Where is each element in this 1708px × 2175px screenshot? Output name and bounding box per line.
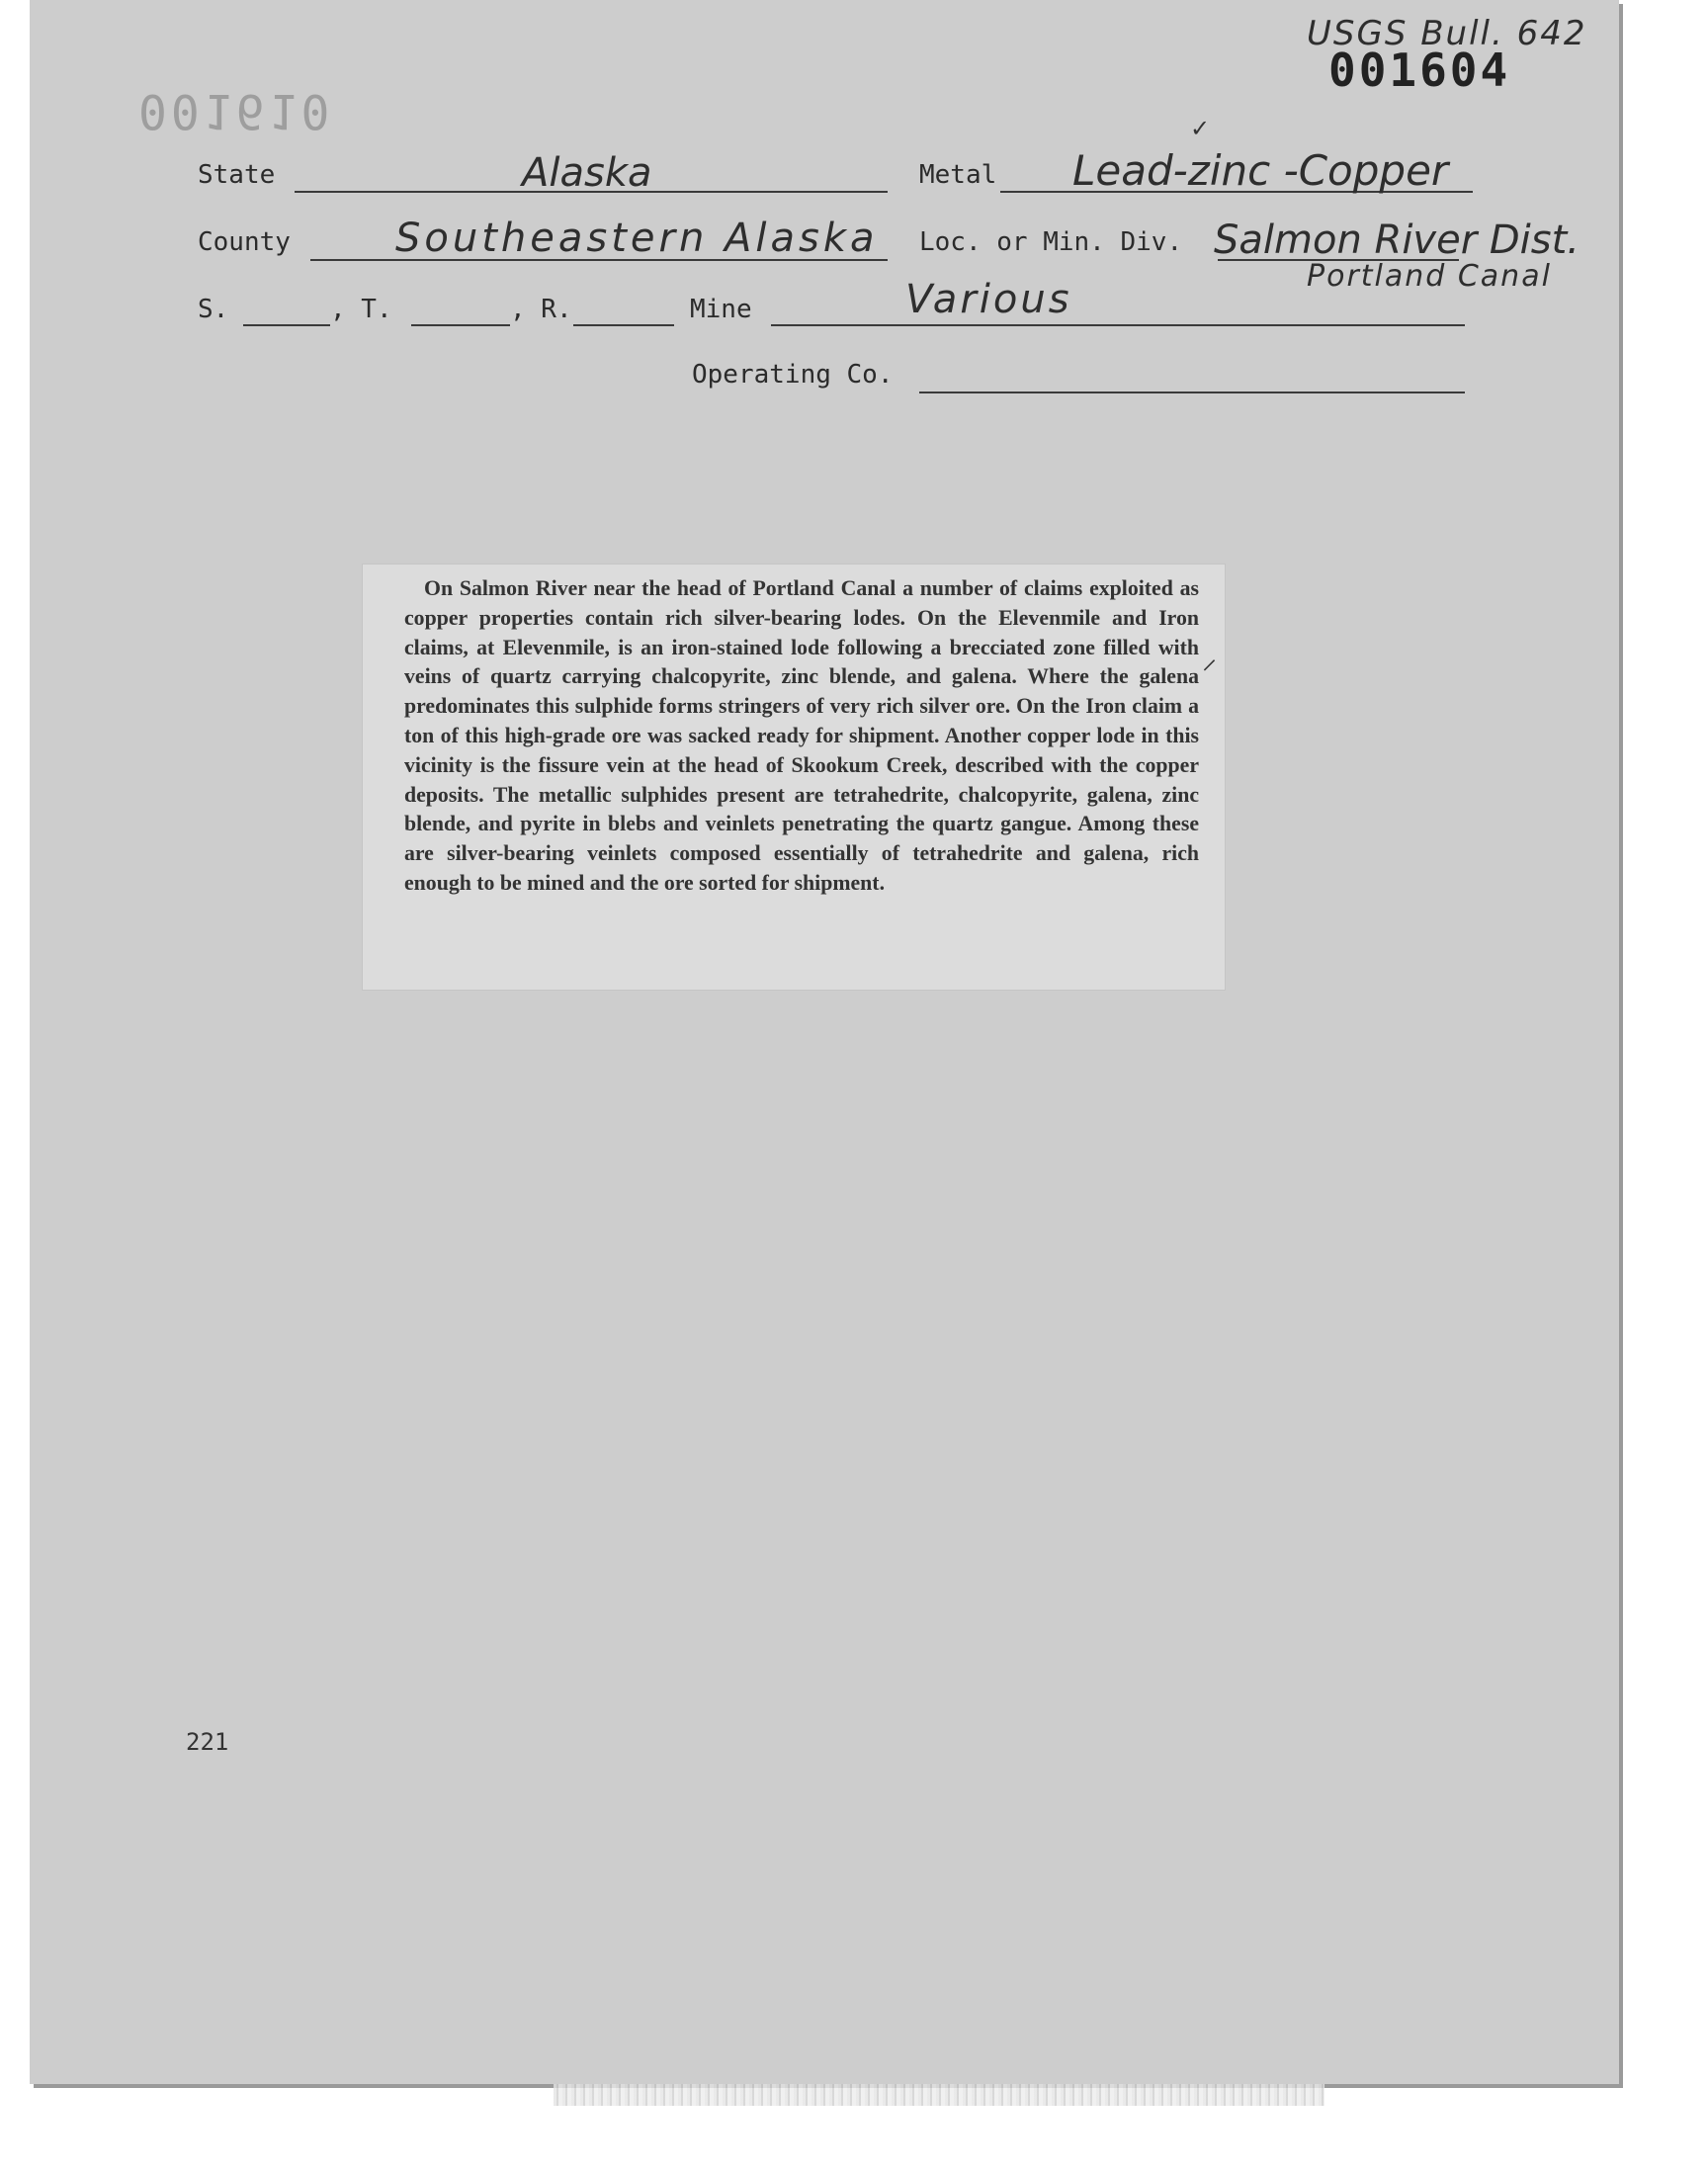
- mine-line: [771, 324, 1465, 326]
- scan-edge-artifact: [554, 2084, 1324, 2106]
- newspaper-clipping: [363, 565, 1225, 990]
- check-mark-icon: ✓: [1190, 115, 1211, 142]
- index-card: [30, 0, 1619, 2084]
- locality-label: Loc. or Min. Div.: [919, 227, 1183, 257]
- metal-value: Lead-zinc -Copper: [1072, 146, 1449, 195]
- township-line: [411, 324, 510, 326]
- margin-check-icon: ⸝: [1202, 642, 1217, 676]
- operator-line: [919, 392, 1465, 393]
- county-label: County: [198, 227, 291, 257]
- reference-annotation: USGS Bull. 642: [1307, 14, 1587, 53]
- range-line: [573, 324, 674, 326]
- mine-label: Mine: [690, 295, 752, 324]
- county-value: Southeastern Alaska: [395, 216, 879, 261]
- clipping-text: On Salmon River near the head of Portland Canal a number of claims exploited as copper properties contain rich silver-bearing lodes. On the Elevenmile and Iron claims, at Elevenmile, is an iron-stained lode following a brecciated zone filled with veins of quartz carrying chalcopyrite, zinc blende, and galena. Where the galena predominates this sulphide forms stringers of very rich silver ore. On the Iron claim a ton of this high-grade ore was sacked ready for shipment. Another copper lode in this vicinity is the fissure vein at the head of Skookum Creek, described with the copper deposits. The metallic sulphides present are tetrahedrite, chalcopyrite, galena, zinc blende, and pyrite in blebs and veinlets penetrating the quartz gangue. Among these are silver-bearing veinlets composed essentially of tetrahedrite and galena, rich enough to be mined and the ore sorted for shipment.: [404, 576, 1199, 895]
- state-value: Alaska: [522, 150, 652, 196]
- operator-label: Operating Co.: [692, 360, 894, 390]
- state-label: State: [198, 160, 276, 190]
- locality-note: Portland Canal: [1307, 259, 1552, 294]
- record-number-stamp: 001604: [1328, 44, 1511, 97]
- metal-label: Metal: [919, 160, 997, 190]
- range-label: , R.: [510, 295, 572, 324]
- township-label: , T.: [330, 295, 392, 324]
- section-line: [243, 324, 330, 326]
- faint-record-stamp: 001610: [138, 83, 334, 138]
- section-label: S.: [198, 295, 229, 324]
- page-number: 221: [186, 1728, 229, 1756]
- mine-value: Various: [905, 277, 1072, 322]
- locality-value: Salmon River Dist.: [1214, 218, 1580, 263]
